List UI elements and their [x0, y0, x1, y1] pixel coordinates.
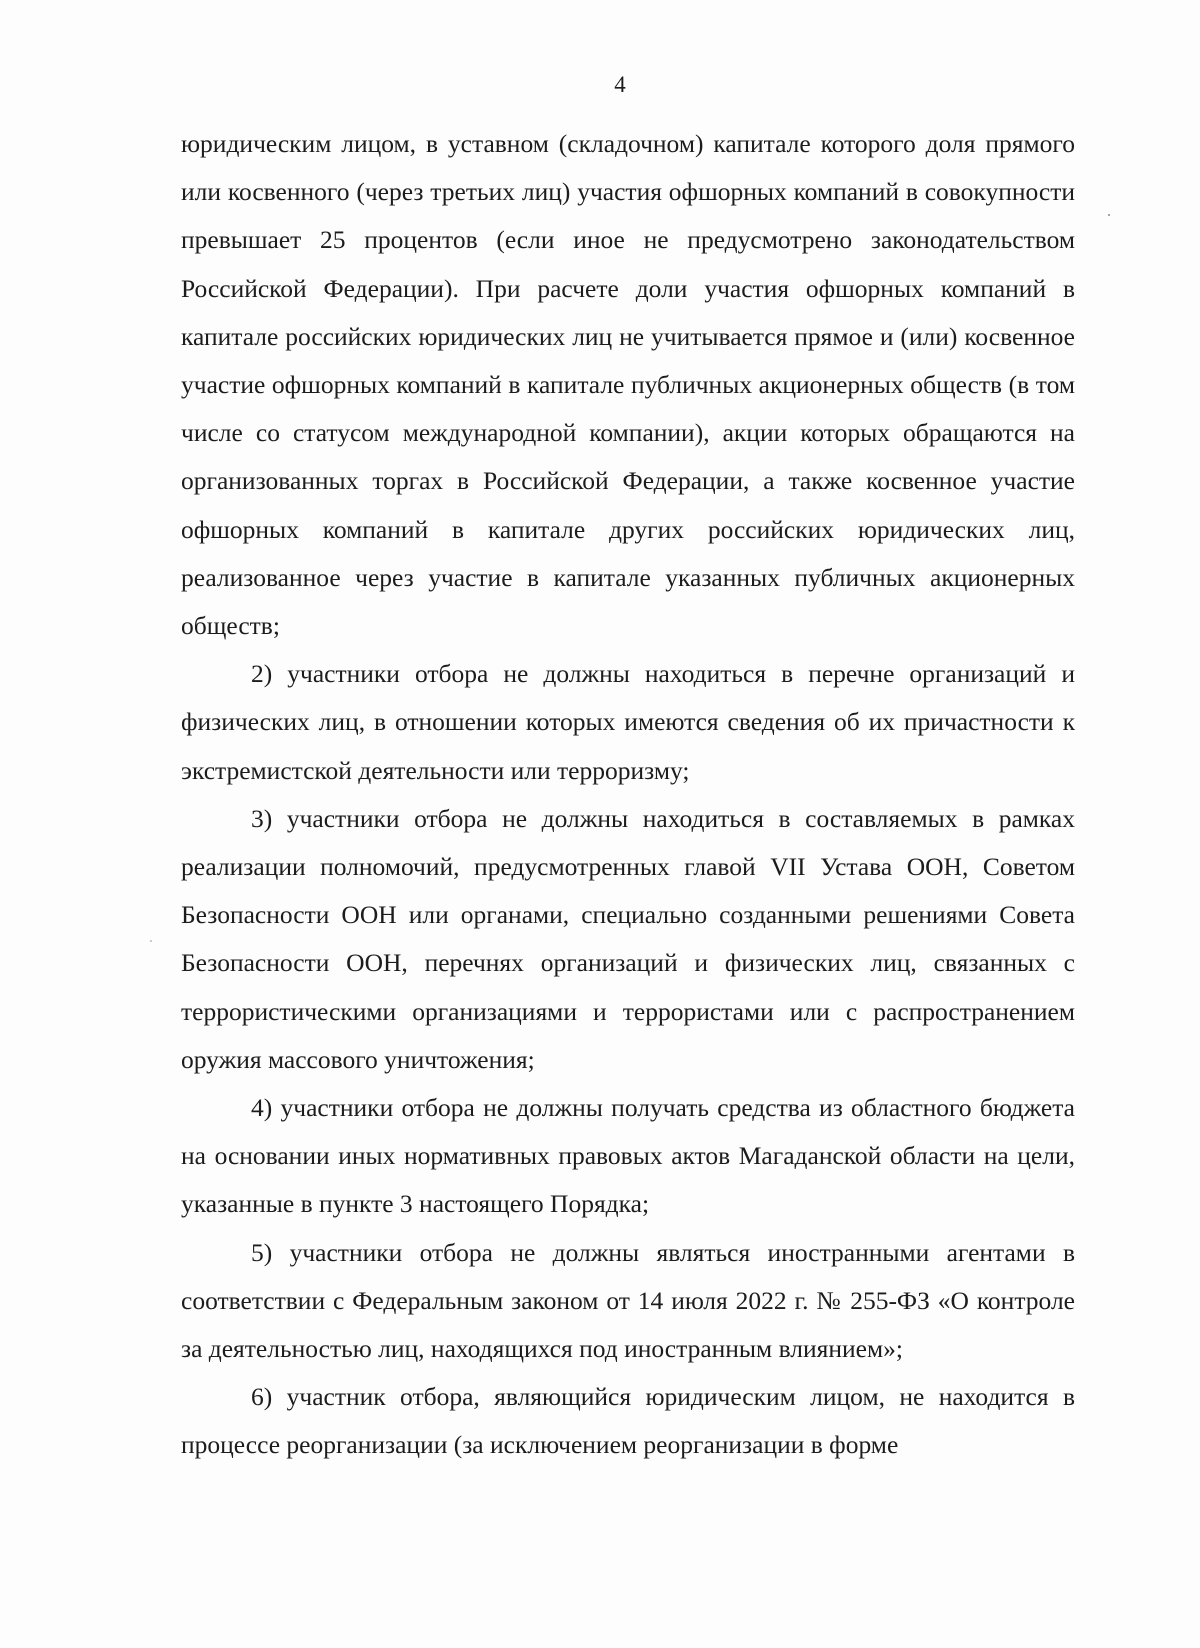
paragraph-item-4: 4) участники отбора не должны получать средства из областного бюджета на основании иных нормативных правовых актов Магаданской области на цели, указанные в пункте 3 настоящего Порядка; — [181, 1093, 1075, 1219]
paragraph-item-3: 3) участники отбора не должны находиться в составляемых в рамках реализации полномочий, предусмотренных главой VII Устава ООН, Советом Безопасности ООН или органами, специально созданными решениями Совета Безопасности ООН, перечнях организаций и физических лиц, связанных с террористическими организациями и террористами или с распространением оружия массового уничтожения; — [181, 803, 1075, 1074]
scan-speck — [1108, 214, 1110, 216]
paragraph-item-6: 6) участник отбора, являющийся юридическим лицом, не находится в процессе реорганизации (за исключением реорганизации в форме — [181, 1382, 1075, 1460]
scan-speck — [150, 940, 152, 942]
paragraph-continuation: юридическим лицом, в уставном (складочном) капитале которого доля прямого или косвенного (через третьих лиц) участия офшорных компаний в совокупности превышает 25 процентов (если иное не предусмотрено законодательством Российской Федерации). При расчете доли участия офшорных компаний в капитале российских юридических лиц не учитывается прямое и (или) косвенное участие офшорных компаний в капитале публичных акционерных обществ (в том числе со статусом международной компании), акции которых обращаются на организованных торгах в Российской Федерации, а также косвенное участие офшорных компаний в капитале других российских юридических лиц, реализованное через участие в капитале указанных публичных акционерных обществ; — [181, 129, 1075, 641]
paragraph-item-2: 2) участники отбора не должны находиться в перечне организаций и физических лиц, в отношении которых имеются сведения об их причастности к экстремистской деятельности или терроризму; — [181, 659, 1075, 785]
paragraph-item-5: 5) участники отбора не должны являться иностранными агентами в соответствии с Федеральным законом от 14 июля 2022 г. № 255-ФЗ «О контроле за деятельностью лиц, находящихся под иностранным влиянием»; — [181, 1237, 1075, 1364]
document-body — [181, 120, 1075, 1470]
page-number: 4 — [614, 72, 626, 97]
